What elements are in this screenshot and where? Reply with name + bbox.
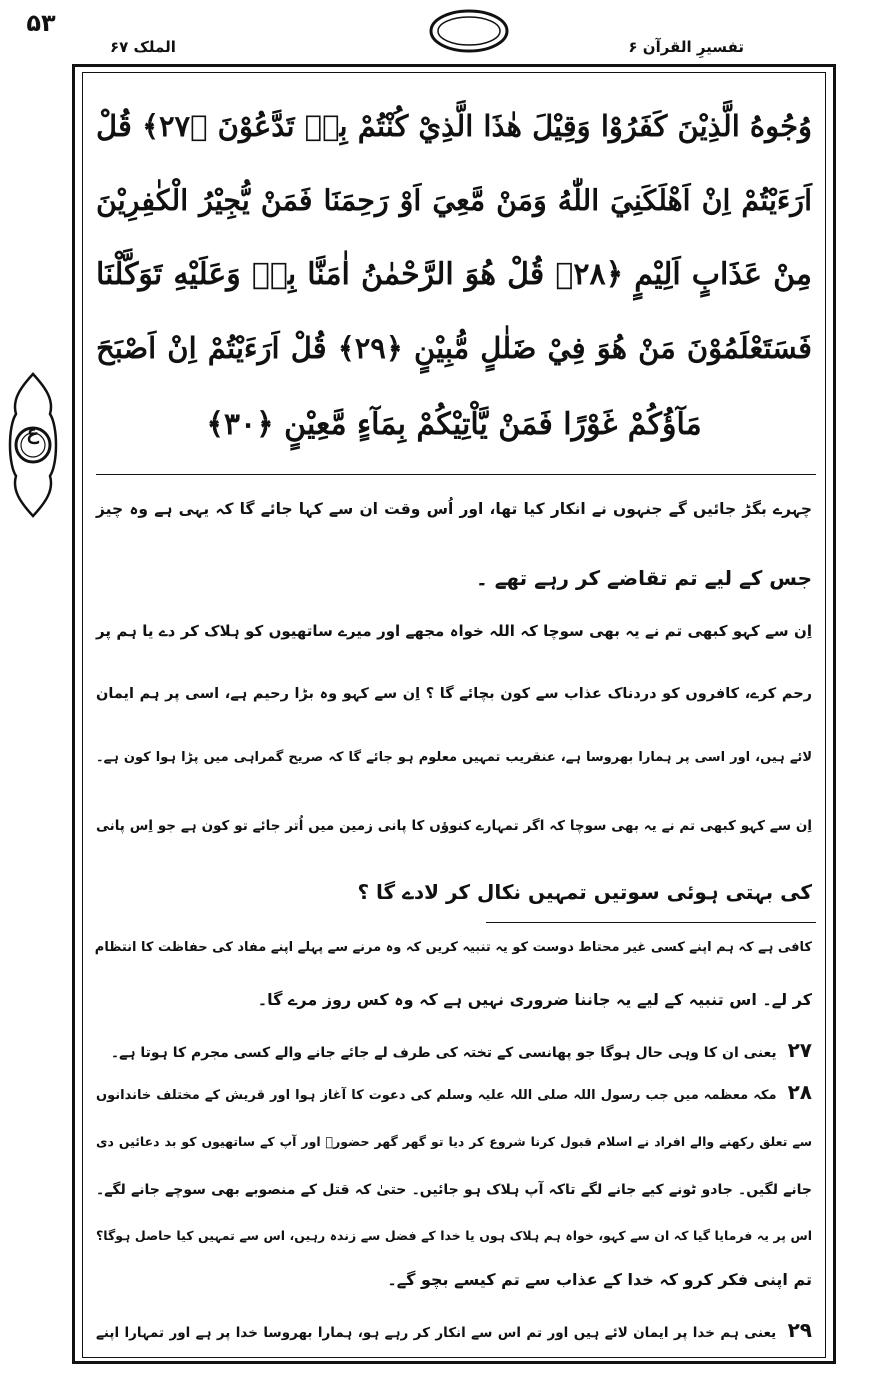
page-number: ۵۳ <box>26 9 56 37</box>
translation-line-4: رحم کرے، کافروں کو دردناک عذاب سے کون بچائے گا ؟ اِن سے کہو وہ بڑا رحیم ہے، اسی پر ہم ایمان <box>96 686 812 702</box>
surah-name: الملک ۶۷ <box>110 38 176 56</box>
translation-line-3: اِن سے کہو کبھی تم نے یہ بھی سوچا کہ اللہ خواہ مجھے اور میرے ساتھیوں کو ہلاک کر دے یا ہم پر <box>96 622 812 640</box>
notes-divider <box>486 922 816 923</box>
ruku-ornament <box>6 370 60 520</box>
translation-line-1: چہرے بگڑ جائیں گے جنہوں نے انکار کیا تھا، اور اُس وقت ان سے کہا جائے گا کہ یہی ہے وہ چیز <box>96 500 812 518</box>
verse-line-2: اَرَءَيْتُمْ اِنْ اَهْلَكَنِيَ اللّٰهُ وَمَنْ مَّعِيَ اَوْ رَحِمَنَا فَمَنْ يُّجِيْرُ الْكٰفِرِيْنَ <box>96 183 812 217</box>
book-title: تفسیرِ القرآن ۶ <box>628 38 744 56</box>
note-line-1: کافی ہے کہ ہم اپنے کسی غیر محتاط دوست کو یہ تنبیہ کریں کہ وہ مرنے سے پہلے اپنے مفاد کی حفاظت کا انتظام <box>94 940 812 955</box>
footnote-28-line-5: تم اپنی فکر کرو کہ خدا کے عذاب سے تم کیسے بچو گے۔ <box>387 1270 812 1289</box>
footnote-28-line-3: جانے لگیں۔ جادو ٹونے کیے جانے لگے تاکہ آپ ہلاک ہو جائیں۔ حتیٰ کہ قتل کے منصوبے بھی سوچے جانے لگے۔ <box>96 1182 812 1198</box>
verse-line-1: وُجُوهُ الَّذِيْنَ كَفَرُوْا وَقِيْلَ هٰذَا الَّذِيْ كُنْتُمْ بِهٖ تَدَّعُوْنَ ﴿۲۷﴾ قُلْ <box>96 109 812 143</box>
footnote-number: ۲۹ <box>787 1318 812 1342</box>
note-line-2: کر لے۔ اس تنبیہ کے لیے یہ جاننا ضروری نہیں ہے کہ وہ کس روز مرے گا۔ <box>257 990 812 1009</box>
translation-line-5: لائے ہیں، اور اسی پر ہمارا بھروسا ہے، عنقریب تمہیں معلوم ہو جائے گا کہ صریح گمراہی میں پڑا ہوا کون ہے۔ <box>96 750 812 765</box>
footnote-number: ۲۷ <box>787 1038 812 1062</box>
translation-line-6: اِن سے کہو کبھی تم نے یہ بھی سوچا کہ اگر تمہارے کنوؤں کا پانی زمین میں اُتر جائے تو کون ہے جو اِس پانی <box>96 818 812 834</box>
footnote-text: یعنی ہم خدا پر ایمان لائے ہیں اور تم اس سے انکار کر رہے ہو، ہمارا بھروسا خدا پر ہے اور تمہارا اپنے <box>96 1325 777 1341</box>
footnote-number: ۲۸ <box>787 1080 812 1104</box>
verse-line-5: مَآؤُكُمْ غَوْرًا فَمَنْ يَّاْتِيْكُمْ بِمَآءٍ مَّعِيْنٍ ﴿۳۰﴾ <box>206 407 702 442</box>
ruku-marker: ع <box>27 420 39 444</box>
footnote-29 <box>96 1318 812 1342</box>
translation-line-7: کی بہتی ہوئی سوتیں تمہیں نکال کر لادے گا ؟ <box>357 880 812 904</box>
verse-divider <box>96 474 816 475</box>
page-number-ornament <box>428 8 510 54</box>
footnote-28-line-4: اس پر یہ فرمایا گیا کہ ان سے کہو، خواہ ہم ہلاک ہوں یا خدا کے فضل سے زندہ رہیں، اس سے تمہیں کیا حاصل ہوگا؟ <box>96 1228 812 1243</box>
footnote-text: مکہ معظمہ میں جب رسول اللہ صلی اللہ علیہ وسلم کی دعوت کا آغاز ہوا اور قریش کے مختلف خاندانوں <box>96 1088 777 1103</box>
verse-line-3: مِنْ عَذَابٍ اَلِيْمٍ ﴿۲۸﴾ قُلْ هُوَ الرَّحْمٰنُ اٰمَنَّا بِهٖ وَعَلَيْهِ تَوَكَّلْنَا <box>96 257 812 292</box>
footnote-27 <box>96 1038 812 1062</box>
footnote-28-line-1 <box>96 1080 812 1104</box>
translation-line-2: جس کے لیے تم تقاضے کر رہے تھے ۔ <box>476 566 812 590</box>
footnote-28-line-2: سے تعلق رکھنے والے افراد نے اسلام قبول کرنا شروع کر دیا تو گھر گھر حضورؐ اور آپ کے ساتھیوں کو بد دعائیں دی <box>96 1134 812 1149</box>
footnote-text: یعنی ان کا وہی حال ہوگا جو پھانسی کے تختہ کی طرف لے جائے جانے والے کسی مجرم کا ہوتا ہے۔ <box>110 1045 777 1061</box>
verse-line-4: فَسَتَعْلَمُوْنَ مَنْ هُوَ فِيْ ضَلٰلٍ مُّبِيْنٍ ﴿۲۹﴾ قُلْ اَرَءَيْتُمْ اِنْ اَصْبَحَ <box>96 331 813 365</box>
